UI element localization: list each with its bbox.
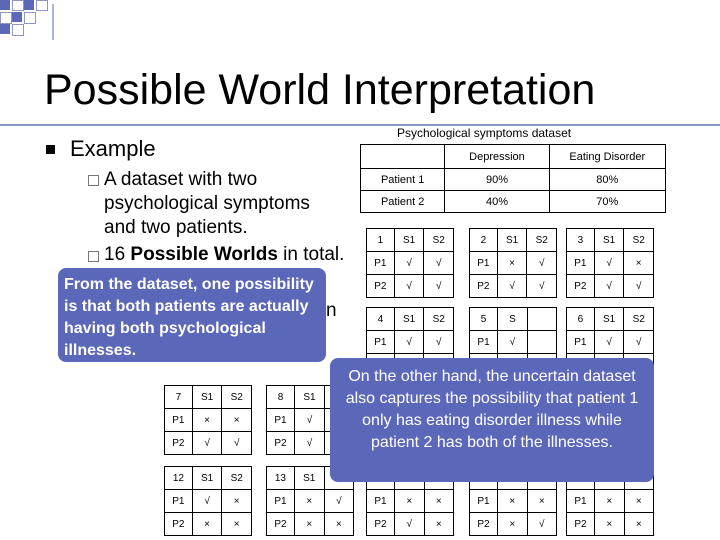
world-header-cell: 4 [367,308,395,331]
world-cell: √ [424,331,454,354]
world-cell: P1 [567,331,595,354]
world-cell: × [498,490,527,513]
world-header-cell: S2 [424,308,454,331]
world-cell: × [498,513,527,536]
world-header-cell [527,308,556,331]
sub-bullet-1-line-3: and two patients. [104,217,248,238]
table-row [165,513,252,536]
world-cell: √ [424,275,454,298]
world-cell: √ [498,331,528,354]
table-row [267,513,354,536]
world-header-cell: 7 [165,386,193,409]
world-cell: √ [395,513,424,536]
table-row [470,275,557,298]
world-cell: √ [527,513,557,536]
world-cell: P1 [567,490,595,513]
world-cell: √ [394,252,424,275]
cell-eating: 70% [549,191,665,213]
world-header-cell: 3 [567,229,595,252]
sub-bullet-2-bold: Possible Worlds [130,244,278,265]
table-row [470,308,557,331]
table-row [567,513,654,536]
deco-square [12,12,22,22]
table-row [367,308,454,331]
possible-world-table [566,228,654,298]
table-row [470,490,557,513]
square-bullet-icon [46,145,55,154]
world-header-cell: S1 [394,229,424,252]
world-cell: P2 [267,513,295,536]
world-cell: × [527,490,557,513]
world-cell: P2 [367,513,395,536]
table-row [567,308,654,331]
world-cell: P2 [470,275,498,298]
sub-bullet-1-line-2: psychological symptoms [104,193,310,214]
deco-square [36,0,48,11]
world-cell: P1 [470,331,498,354]
world-cell: √ [424,252,454,275]
world-cell: √ [394,275,424,298]
table-row [367,331,454,354]
table-row [470,331,557,354]
world-cell: × [595,513,624,536]
cell-depression: 40% [445,191,549,213]
deco-square [24,0,34,10]
world-cell: P2 [267,432,295,455]
partially-hidden-text: n [326,300,337,321]
table-row [165,467,252,490]
world-cell: √ [527,275,557,298]
world-cell: P2 [367,275,395,298]
world-cell: √ [295,409,325,432]
world-cell: √ [192,490,222,513]
world-cell: P1 [267,490,295,513]
world-cell: × [294,490,324,513]
world-header-cell: S2 [527,229,557,252]
world-header-cell: 5 [470,308,498,331]
world-header-cell: S1 [594,308,624,331]
world-cell: √ [594,275,624,298]
world-header-cell: S1 [294,467,324,490]
world-header-cell: S2 [222,467,252,490]
world-cell: × [424,490,454,513]
deco-line [52,4,54,40]
deco-square [12,0,24,11]
world-cell: P1 [470,252,498,275]
world-cell: √ [594,331,624,354]
world-cell: × [222,513,252,536]
possible-world-table [366,228,454,298]
table-row [567,331,654,354]
world-cell: × [595,490,624,513]
table-row [567,490,654,513]
world-header-cell: 8 [267,386,295,409]
world-header-cell: S [498,308,528,331]
world-cell: P2 [567,513,595,536]
world-header-cell: S1 [295,386,325,409]
bullet-example: Example [70,136,156,161]
table-row [361,169,666,191]
world-cell: P1 [367,252,395,275]
title-divider [0,124,720,126]
table-row [367,275,454,298]
world-cell: P2 [567,275,595,298]
hollow-square-bullet-icon [88,251,99,262]
deco-square [0,0,10,10]
world-cell: √ [295,432,325,455]
table-row [361,191,666,213]
world-cell: × [192,409,222,432]
world-header-cell: 2 [470,229,498,252]
dataset-header-blank [361,145,445,169]
world-cell: √ [192,432,222,455]
table-row [567,229,654,252]
table-row [165,386,252,409]
world-header-cell: S1 [394,308,424,331]
world-cell: × [497,252,527,275]
world-cell: × [294,513,324,536]
deco-square [0,24,10,34]
world-cell: √ [324,490,353,513]
table-row [165,432,252,455]
world-cell: × [624,252,654,275]
world-cell: P1 [367,490,395,513]
row-label: Patient 2 [361,191,445,213]
world-cell: × [222,409,252,432]
world-cell: P1 [470,490,498,513]
callout-left: From the dataset, one possibility is that both patients are actually having both psychological illnesses. [58,268,326,362]
table-row [470,229,557,252]
world-cell: √ [594,252,624,275]
world-cell: P1 [367,331,395,354]
world-header-cell: S1 [192,467,222,490]
dataset-table [360,144,666,213]
world-cell: × [424,513,454,536]
world-header-cell: 6 [567,308,595,331]
world-header-cell: S1 [497,229,527,252]
deco-square [24,12,36,24]
world-cell: × [222,490,252,513]
world-header-cell: S1 [594,229,624,252]
deco-square [0,12,12,24]
world-header-cell: 1 [367,229,395,252]
sub-bullet-1-line-1: A dataset with two [104,169,258,190]
table-row [567,252,654,275]
sub-bullet-2-prefix: 16 [104,244,131,265]
world-cell: P2 [165,432,193,455]
world-header-cell: S2 [624,229,654,252]
world-header-cell: 13 [267,467,295,490]
possible-world-table [164,385,252,455]
world-cell: × [324,513,353,536]
table-row [470,513,557,536]
world-cell: √ [497,275,527,298]
world-cell: P1 [567,252,595,275]
world-cell: P1 [165,409,193,432]
world-cell: P1 [267,409,295,432]
world-cell: P2 [165,513,193,536]
table-row [367,490,454,513]
cell-eating: 80% [549,169,665,191]
world-cell: × [624,490,654,513]
world-cell: P2 [470,513,498,536]
world-header-cell: S2 [624,308,654,331]
table-row [367,252,454,275]
world-header-cell: S1 [192,386,222,409]
table-row [165,409,252,432]
sub-bullet-2-suffix: in total. [277,244,345,265]
world-cell: √ [222,432,252,455]
possible-world-table [164,466,252,536]
world-cell: √ [527,252,557,275]
world-cell: √ [624,275,654,298]
table-row [367,229,454,252]
row-label: Patient 1 [361,169,445,191]
callout-right: On the other hand, the uncertain dataset also captures the possibility that patient 1 only has eating disorder illness while patient 2 has both of the illnesses. [330,358,654,482]
world-cell [527,331,556,354]
table-row [165,490,252,513]
table-row [470,252,557,275]
table-row [567,275,654,298]
slide-title: Possible World Interpretation [44,66,596,114]
world-header-cell: 12 [165,467,193,490]
cell-depression: 90% [445,169,549,191]
world-cell: × [624,513,654,536]
table-row [367,513,454,536]
dataset-caption: Psychological symptoms dataset [397,126,572,140]
sub-bullet-2 [104,244,344,266]
world-cell: × [395,490,424,513]
world-cell: P1 [165,490,193,513]
dataset-header-eating: Eating Disorder [549,145,665,169]
world-cell: √ [624,331,654,354]
world-cell: × [192,513,222,536]
dataset-header-depression: Depression [445,145,549,169]
world-header-cell: S2 [222,386,252,409]
world-header-cell: S2 [424,229,454,252]
world-cell: √ [394,331,424,354]
hollow-square-bullet-icon [88,175,99,186]
deco-square [12,24,24,36]
table-row [267,490,354,513]
possible-world-table [469,228,557,298]
